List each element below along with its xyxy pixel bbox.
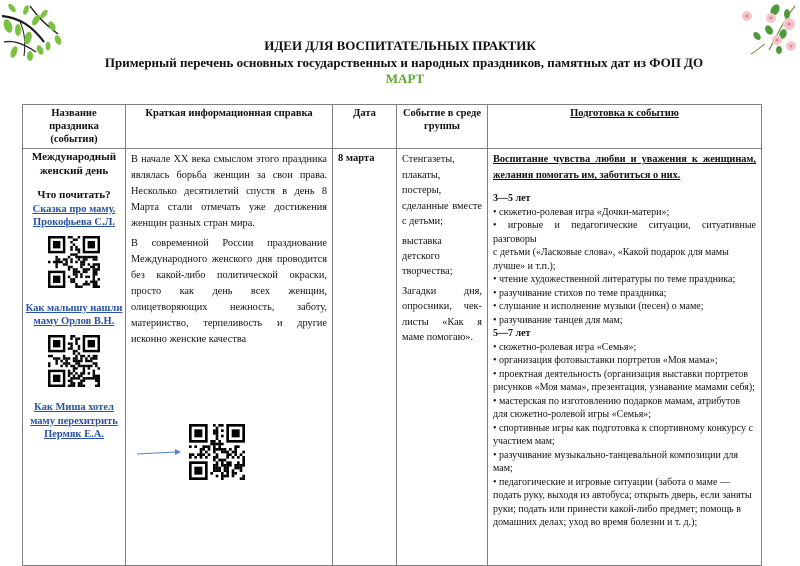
qr-code-icon[interactable]: [189, 424, 245, 480]
holiday-cell: [23, 149, 126, 566]
holiday-name: Международный женский день: [31, 151, 117, 177]
page-subtitle: Примерный перечень основных государственных и народных праздников, памятных дат из ФОП ДО: [104, 55, 704, 70]
arrow-right-icon: [137, 448, 181, 458]
activity-item: • разучивание музыкально-танцевальной композиции для мам;: [493, 449, 739, 475]
holidays-table: [22, 104, 762, 566]
activity-item: • мастерская по изготовлению подарков мамам, атрибутов для сюжетно-ролевой игры «Семья»;: [493, 395, 741, 421]
activity-item: • сюжетно-ролевая игра «Семья»;: [493, 341, 637, 353]
group-event-item: Стенгазеты, плакаты, постеры, сделанные вместе с детьми;: [402, 154, 482, 228]
table-header-row: [23, 105, 762, 149]
book-link[interactable]: Как Миша хотел маму перехитрить Пермяк Е.А.: [30, 402, 118, 441]
info-cell: [126, 149, 333, 566]
column-header-date: Дата: [333, 105, 397, 149]
preparation-cell: [488, 149, 762, 566]
book-link[interactable]: Сказка про маму. Прокофьева С.Л.: [32, 203, 116, 229]
activity-item: • разучивание стихов по теме праздника;: [493, 287, 667, 299]
activity-item: • разучивание танцев для мам;: [493, 314, 623, 326]
info-paragraph: В современной России празднование Международного женского дня проводится без какой-либо политической окраски, просто как день всех женщин, олицетворяющих нежность, заботу, материнство, терпеливость и другие исконно женские качества: [131, 238, 327, 345]
column-header-info: Краткая информационная справка: [126, 105, 333, 149]
activity-item: • игровые и педагогические ситуации, ситуативные разговоры: [493, 220, 756, 245]
activity-item: • слушание и исполнение музыки (песен) о маме;: [493, 301, 704, 313]
age-group-label: 3—5 лет: [493, 193, 531, 205]
date-cell: 8 марта: [333, 149, 397, 566]
group-event-item: выставка детского творчества;: [402, 235, 453, 278]
activity-item: с детьми («Ласковые слова», «Какой подарок для мамы лучше» и т.п.);: [493, 247, 729, 272]
qr-code-icon[interactable]: [48, 335, 100, 387]
group-event-item: Загадки дня, опросники, чек-листы «Как я маме помогаю».: [402, 285, 482, 344]
activity-item: • проектная деятельность (организация выставки портретов рисунков «Моя мама», презентация, узнавание мамами себя);: [493, 368, 755, 394]
age-group-label: 5—7 лет: [493, 328, 531, 340]
activity-item: • чтение художественной литературы по теме праздника;: [493, 274, 736, 286]
column-header-preparation: Подготовка к событию: [488, 105, 762, 149]
activity-item: • организация фотовыставки портретов «Моя мама»;: [493, 355, 718, 367]
reading-question: Что почитать?: [37, 188, 111, 201]
qr-code-icon[interactable]: [48, 236, 100, 288]
activity-item: • сюжетно-ролевая игра «Дочки-матери»;: [493, 206, 670, 218]
activity-item: • педагогические и игровые ситуации (забота о маме — подать руку, выходя из автобуса; открыть дверь, если заняты руки; подать или принести какой-либо предмет; помощь в домашних делах; уход во время болезни и т. д.);: [493, 476, 752, 529]
table-row: [23, 149, 762, 566]
column-header-group-event: Событие в среде группы: [397, 105, 488, 149]
activity-item: • спортивные игры как подготовка к спортивному конкурсу с участием мам;: [493, 422, 753, 448]
group-events-cell: [397, 149, 488, 566]
info-paragraph: В начале XX века смыслом этого праздника являлась борьба женщин за свои права. Несколько десятилетий спустя в день 8 Марта стали отмечать уже достижения женщин разных стран мира.: [131, 154, 327, 230]
column-header-holiday: Название праздника (события): [23, 105, 126, 149]
month-label: МАРТ: [385, 71, 425, 86]
preparation-goal: Воспитание чувства любви и уважения к женщинам, желания помогать им, заботиться о них.: [493, 154, 756, 182]
page-title: ИДЕИ ДЛЯ ВОСПИТАТЕЛЬНЫХ ПРАКТИК: [264, 38, 536, 53]
book-link[interactable]: Как малышу нашли маму Орлов В.Н.: [25, 302, 123, 328]
